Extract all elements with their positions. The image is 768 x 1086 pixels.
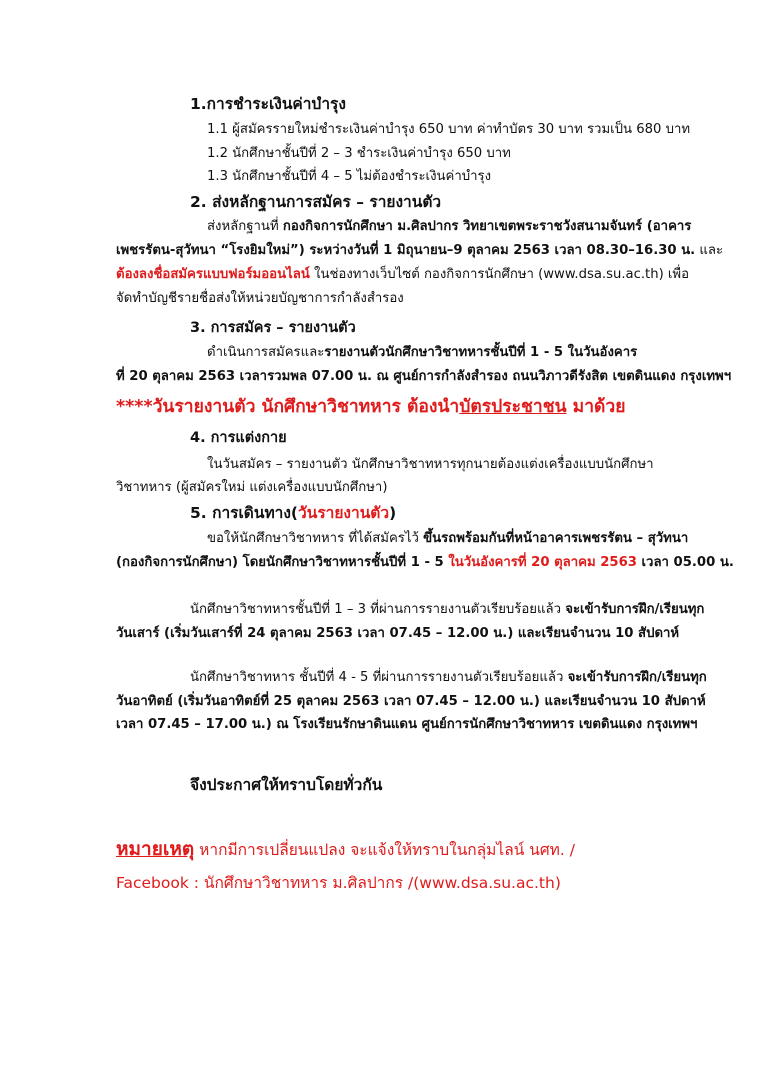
section-5-line-2-time: เวลา 05.00 น.: [636, 555, 734, 570]
years-4-5-lead: นักศึกษาวิชาทหาร ชั้นปีที่ 4 - 5 ที่ผ่านการรายงานตัวเรียบร้อยแล้ว: [190, 670, 568, 685]
section-3-heading: 3. การสมัคร – รายงานตัว: [190, 320, 356, 336]
section-3-line-1: [207, 344, 637, 362]
section-4-heading: 4. การแต่งกาย: [190, 430, 287, 446]
section-1-heading: 1.การชำระเงินค่าบำรุง: [190, 95, 346, 113]
closing-statement: จึงประกาศให้ทราบโดยทั่วกัน: [190, 776, 383, 794]
section-3-line-1-lead: ดำเนินการสมัครและ: [207, 345, 325, 360]
section-2-website-text: ในช่องทางเว็บไซต์ กองกิจการนักศึกษา (www.dsa.su.ac.th) เพื่อ: [309, 267, 690, 282]
years-1-3-line-1: [190, 601, 704, 619]
section-2-line-3: [116, 266, 689, 284]
section-1-item-3: 1.3 นักศึกษาชั้นปีที่ 4 – 5 ไม่ต้องชำระเงินค่าบำรุง: [207, 169, 492, 184]
years-1-3-line-2: วันเสาร์ (เริ่มวันเสาร์ที่ 24 ตุลาคม 2563 เวลา 07.45 – 12.00 น.) และเรียนจำนวน 10 สัปดาห์: [116, 626, 680, 641]
note-text-1: หากมีการเปลี่ยนแปลง จะแจ้งให้ทราบในกลุ่มไลน์ นศท. /: [194, 841, 575, 859]
section-5-line-2-date: ในวันอังคารที่ 20 ตุลาคม 2563: [448, 555, 637, 570]
section-3-line-2: ที่ 20 ตุลาคม 2563 เวลารวมพล 07.00 น. ณ ศูนย์การกำลังสำรอง ถนนวิภาวดีรังสิต เขตดินแดง กรุงเทพฯ: [116, 369, 732, 384]
section-5-line-1-lead: ขอให้นักศึกษาวิชาทหาร ที่ได้สมัครไว้: [207, 531, 424, 546]
section-2-line-4: จัดทำบัญชีรายชื่อส่งให้หน่วยบัญชาการกำลังสำรอง: [116, 291, 404, 306]
section-2-line-2-dates: เพชรรัตน-สุวัทนา “โรงยิมใหม่”) ระหว่างวันที่ 1 มิถุนายน–9 ตุลาคม 2563 เวลา 08.30–16.30 น.: [116, 243, 696, 258]
section-1-item-1: 1.1 ผู้สมัครรายใหม่ชำระเงินค่าบำรุง 650 บาท ค่าทำบัตร 30 บาท รวมเป็น 680 บาท: [207, 122, 691, 137]
years-1-3-lead: นักศึกษาวิชาทหารชั้นปีที่ 1 – 3 ที่ผ่านการรายงานตัวเรียบร้อยแล้ว: [190, 602, 566, 617]
note-line-1: [116, 838, 575, 861]
section-2-heading: 2. ส่งหลักฐานการสมัคร – รายงานตัว: [190, 193, 442, 211]
section-5-heading-a: 5. การเดินทาง(: [190, 504, 299, 522]
section-2-line-1-place: กองกิจการนักศึกษา ม.ศิลปากร วิทยาเขตพระราชวังสนามจันทร์ (อาคาร: [282, 219, 692, 234]
section-5-heading: [190, 503, 396, 523]
banner-id-card: บัตรประชาชน: [459, 397, 567, 417]
section-5-line-2: [116, 554, 734, 572]
section-4-line-2: วิชาทหาร (ผู้สมัครใหม่ แต่งเครื่องแบบนักศึกษา): [116, 480, 388, 495]
years-4-5-line-3: เวลา 07.45 – 17.00 น.) ณ โรงเรียนรักษาดินแดน ศูนย์การนักศึกษาวิชาทหาร เขตดินแดง กรุงเทพฯ: [116, 717, 698, 732]
section-5-line-2-lead: (กองกิจการนักศึกษา) โดยนักศึกษาวิชาทหารชั้นปีที่ 1 - 5: [116, 555, 449, 570]
id-card-banner: [116, 395, 625, 419]
section-5-line-1-bus: ขึ้นรถพร้อมกันที่หน้าอาคารเพชรรัตน – สุวัทนา: [423, 531, 689, 546]
years-4-5-line-1: [190, 669, 707, 687]
section-2-online-form-note: ต้องลงชื่อสมัครแบบฟอร์มออนไลน์: [116, 267, 310, 282]
section-2-line-2-and: และ: [695, 243, 724, 258]
section-4-line-1: ในวันสมัคร – รายงานตัว นักศึกษาวิชาทหารทุกนายต้องแต่งเครื่องแบบนักศึกษา: [207, 457, 654, 472]
banner-text-c: มาด้วย: [566, 397, 626, 417]
section-1-item-2: 1.2 นักศึกษาชั้นปีที่ 2 – 3 ชำระเงินค่าบำรุง 650 บาท: [207, 146, 511, 161]
years-1-3-training: จะเข้ารับการฝึก/เรียนทุก: [565, 602, 705, 617]
section-2-line-1: [207, 218, 691, 236]
note-label: หมายเหตุ: [116, 838, 195, 860]
section-2-line-2: [116, 242, 723, 260]
note-line-2: Facebook : นักศึกษาวิชาทหาร ม.ศิลปากร /(www.dsa.su.ac.th): [116, 874, 561, 892]
section-5-heading-report-day: วันรายงานตัว: [298, 504, 390, 522]
years-4-5-training: จะเข้ารับการฝึก/เรียนทุก: [567, 670, 707, 685]
section-5-heading-c: ): [389, 504, 397, 522]
section-2-line-1-lead: ส่งหลักฐานที่: [207, 219, 283, 234]
section-5-line-1: [207, 530, 688, 548]
years-4-5-line-2: วันอาทิตย์ (เริ่มวันอาทิตย์ที่ 25 ตุลาคม 2563 เวลา 07.45 – 12.00 น.) และเรียนจำนวน 10 สัปดาห์: [116, 694, 706, 709]
banner-text-a: ****วันรายงานตัว นักศึกษาวิชาทหาร ต้องนำ: [116, 397, 460, 417]
section-3-line-1-report: รายงานตัวนักศึกษาวิชาทหารชั้นปีที่ 1 - 5 ในวันอังคาร: [324, 345, 638, 360]
